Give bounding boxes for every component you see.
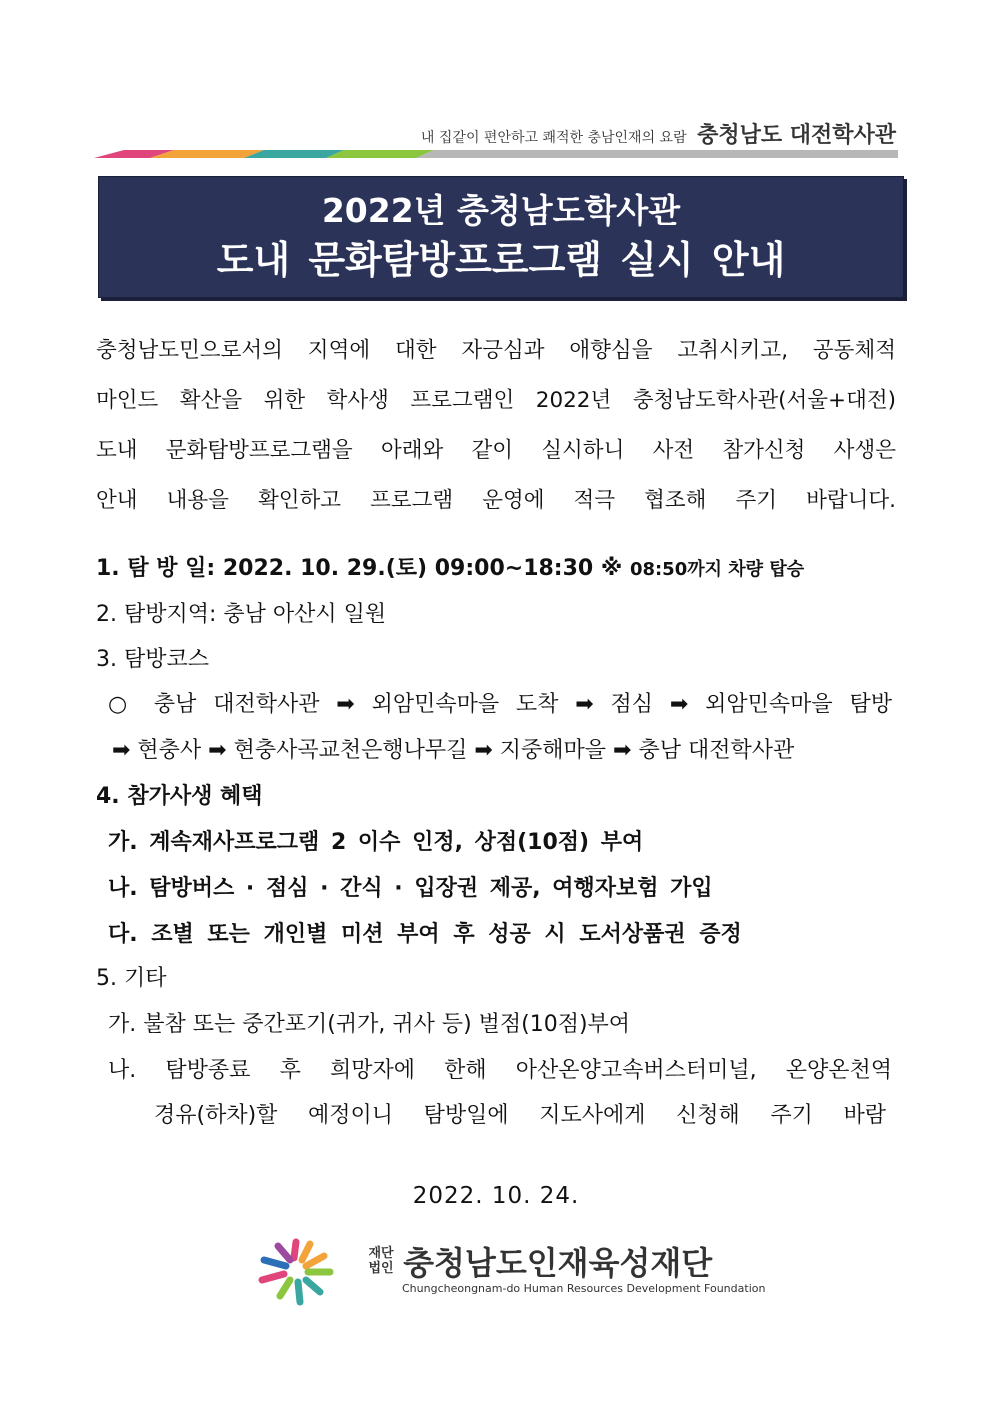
benefit-b: 나. 탐방버스 · 점심 · 간식 · 입장권 제공, 여행자보험 가입 [108, 876, 713, 901]
item-course-label: 3. 탐방코스 [96, 647, 209, 672]
foundation-name-block [364, 1238, 712, 1284]
date-line: 1. 탐 방 일: 2022. 10. 29.(토) 09:00~18:30 ※ [96, 556, 623, 581]
intro-line: 안내 내용을 확인하고 프로그램 운영에 적극 협조해 주기 바랍니다. [96, 488, 896, 513]
item-region: 2. 탐방지역: 충남 아산시 일원 [96, 602, 387, 627]
tagline-text: 내 집같이 편안하고 쾌적한 충남인재의 요람 [420, 130, 687, 146]
etc-b-line-2: 경유(하차)할 예정이니 탐방일에 지도사에게 신청해 주기 바람 [154, 1103, 886, 1128]
foundation-type-top: 재단 [368, 1246, 394, 1261]
header-color-band [94, 150, 898, 158]
institution-name: 충청남도 대전학사관 [697, 123, 896, 148]
foundation-logo [244, 1234, 784, 1314]
benefit-a: 가. 계속재사프로그램 2 이수 인정, 상점(10점) 부여 [108, 830, 644, 855]
item-date [96, 554, 804, 585]
foundation-type-bottom: 법인 [368, 1261, 394, 1276]
foundation-name-english: Chungcheongnam-do Human Resources Development Foundation [402, 1282, 766, 1295]
intro-paragraph [96, 326, 896, 526]
item-etc-label: 5. 기타 [96, 966, 167, 991]
title-banner [98, 176, 904, 298]
foundation-name: 충청남도인재육성재단 [403, 1244, 713, 1282]
date-note: 08:50까지 차량 탑승 [629, 559, 805, 580]
header-tagline [421, 118, 896, 149]
intro-line: 충청남도민으로서의 지역에 대한 자긍심과 애향심을 고취시키고, 공동체적 [96, 338, 896, 363]
course-line-1: ○ 충남 대전학사관 ➡ 외암민속마을 도착 ➡ 점심 ➡ 외암민속마을 탐방 [108, 692, 892, 717]
foundation-type [364, 1246, 398, 1276]
title-line-1: 2022년 충청남도학사관 [321, 191, 681, 230]
intro-line: 마인드 확산을 위한 학사생 프로그램인 2022년 충청남도학사관(서울+대전) [96, 388, 896, 413]
etc-a: 가. 불참 또는 중간포기(귀가, 귀사 등) 벌점(10점)부여 [108, 1012, 631, 1037]
benefit-c: 다. 조별 또는 개인별 미션 부여 후 성공 시 도서상품권 증정 [108, 922, 742, 947]
foundation-emblem-icon [244, 1234, 354, 1310]
etc-b-line-1: 나. 탐방종료 후 희망자에 한해 아산온양고속버스터미널, 온양온천역 [108, 1058, 892, 1083]
intro-line: 도내 문화탐방프로그램을 아래와 같이 실시하니 사전 참가신청 사생은 [96, 438, 896, 463]
course-line-2: ➡ 현충사 ➡ 현충사곡교천은행나무길 ➡ 지중해마을 ➡ 충남 대전학사관 [112, 738, 795, 763]
item-benefits-label: 4. 참가사생 혜택 [96, 784, 263, 809]
document-date: 2022. 10. 24. [412, 1183, 580, 1209]
title-line-2: 도내 문화탐방프로그램 실시 안내 [216, 238, 786, 282]
